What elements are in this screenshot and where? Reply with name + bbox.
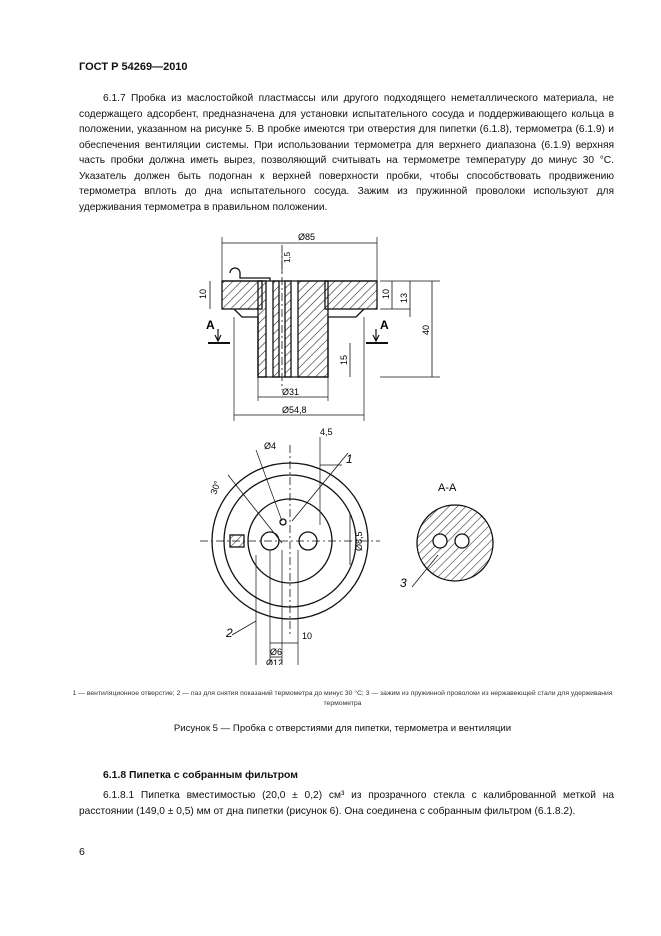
callout-2: 2 [226, 626, 233, 640]
dim-d6: Ø6 [270, 647, 283, 657]
dim-10-bottom: 10 [302, 631, 313, 641]
dim-d54-8: Ø54,8 [282, 405, 307, 415]
dim-d85: Ø85 [298, 232, 316, 242]
dim-4-5: 4,5 [320, 427, 333, 437]
dim-13: 13 [399, 292, 409, 303]
dim-angle-30: 30° [208, 479, 223, 496]
dim-15: 15 [339, 354, 349, 365]
dim-d8-5: Ø8,5 [354, 531, 364, 551]
section-6-1-8-heading: 6.1.8 Пипетка с собранным фильтром [103, 770, 298, 781]
section-aa-view [412, 505, 493, 587]
figure-caption: Рисунок 5 — Пробка с отверстиями для пипетки, термометра и вентиляции [173, 723, 512, 734]
callout-1: 1 [346, 452, 353, 466]
figure-legend: 1 — вентиляционное отверстие; 2 — паз для снятия показаний термометра до минус 30 °С; 3 — зажим из пружинной проволоки из нержавеющей стали для удерживания термометра [72, 690, 613, 707]
dim-10-left: 10 [198, 288, 208, 299]
dim-1-5: 1,5 [283, 251, 292, 263]
section-marker-right: А [380, 318, 389, 332]
dim-d12: Ø12 [266, 658, 284, 665]
dim-10-right: 10 [381, 288, 391, 299]
dim-d4: Ø4 [264, 441, 277, 451]
dim-d31: Ø31 [282, 387, 300, 397]
paragraph-6-1-7: 6.1.7 Пробка из маслостойкой пластмассы или другого подходящего неметаллического материала, не содержащего адсорбент, предназначена для установки испытательного сосуда и поддерживающего кольца в положении, указанном на рисунке 5. В пробке имеются три отверстия для пипетки (6.1.8), термометра (6.1.9) и обеспечения вентиляции системы. При использовании термометра для верхнего диапазона (6.1.9) верхняя часть пробки должна иметь вырез, позволяющий считывать на термометре температуру до минус 30 °С. Указатель должен быть подогнан к верхней поверхности пробки, чтобы способствовать продвижению термометра вплоть до дна испытательного сосуда. Зажим из пружинной проволоки используют для удерживания термометра в правильном положении. [79, 93, 614, 213]
standard-header: ГОСТ Р 54269—2010 [79, 61, 188, 73]
callout-3: 3 [400, 576, 407, 590]
stopper-section-view [208, 237, 440, 421]
figure-5 [170, 225, 610, 665]
dim-40: 40 [421, 324, 431, 335]
figure-5-drawing [170, 225, 610, 665]
section-aa-label: А-А [438, 482, 457, 494]
page-number: 6 [79, 846, 85, 858]
paragraph-6-1-8-1: 6.1.8.1 Пипетка вместимостью (20,0 ± 0,2) см³ из прозрачного стекла с калиброванной меткой на расстоянии (149,0 ± 0,5) мм от дна пипетки (рисунок 6). Она соединена с собранным фильтром (6.1.8.2). [79, 790, 614, 817]
section-marker-left: А [206, 318, 215, 332]
